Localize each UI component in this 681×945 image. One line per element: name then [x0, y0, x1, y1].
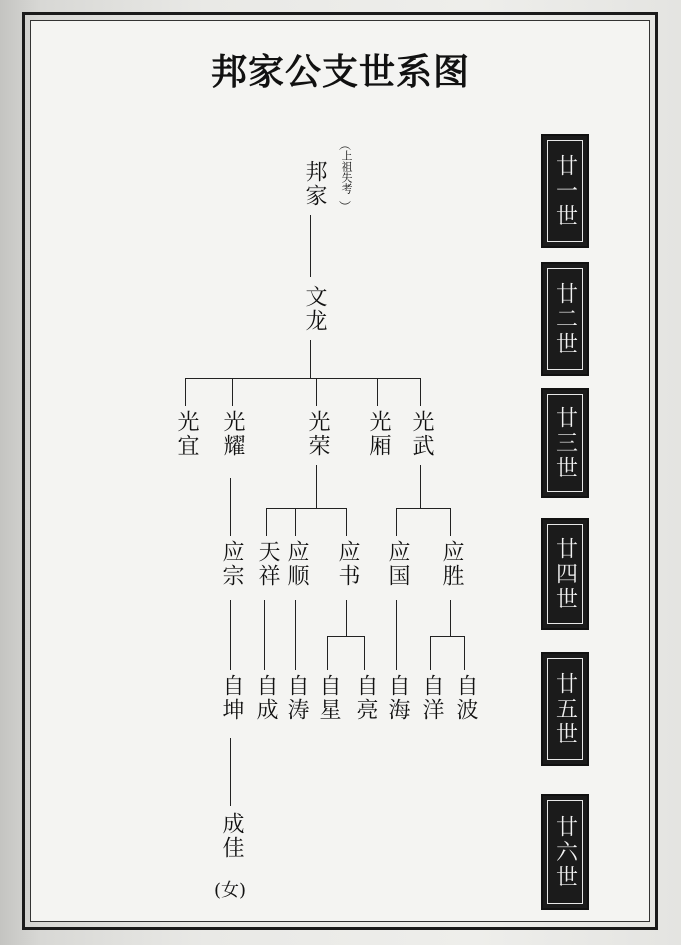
- gender-note: (女): [214, 880, 247, 901]
- connector-line: [420, 465, 421, 508]
- connector-line: [185, 378, 186, 406]
- root-note: 上祖失考: [340, 150, 353, 194]
- person-ziliang: 自亮: [353, 674, 378, 722]
- person-bangjia: 邦家: [302, 160, 327, 208]
- generation-label-25: 廿五世: [541, 652, 589, 766]
- person-wenlong: 文龙: [302, 285, 327, 333]
- connector-line: [310, 215, 311, 277]
- person-ziyang: 自洋: [419, 674, 444, 722]
- generation-label-22: 廿二世: [541, 262, 589, 376]
- person-chengjia: 成佳: [219, 812, 244, 860]
- connector-line: [230, 600, 231, 670]
- note-close-paren: ︶: [339, 200, 352, 214]
- branch-bar: [430, 636, 465, 637]
- connector-line: [316, 465, 317, 508]
- person-zitao: 自涛: [284, 674, 309, 722]
- connector-line: [295, 508, 296, 536]
- connector-line: [364, 636, 365, 670]
- connector-line: [232, 378, 233, 406]
- person-yingguo: 应国: [385, 540, 410, 588]
- generation-label-26: 廿六世: [541, 794, 589, 910]
- branch-bar: [327, 636, 365, 637]
- connector-line: [450, 508, 451, 536]
- branch-bar: [185, 378, 421, 379]
- branch-bar: [396, 508, 451, 509]
- person-zihai: 自海: [385, 674, 410, 722]
- person-zibo: 自波: [453, 674, 478, 722]
- generation-label-21: 廿一世: [541, 134, 589, 248]
- connector-line: [346, 600, 347, 636]
- person-zicheng: 自成: [253, 674, 278, 722]
- connector-line: [450, 600, 451, 636]
- connector-line: [316, 378, 317, 406]
- person-yingshun: 应顺: [284, 540, 309, 588]
- connector-line: [430, 636, 431, 670]
- connector-line: [264, 600, 265, 670]
- generation-label-24: 廿四世: [541, 518, 589, 630]
- page-title: 邦家公支世系图: [210, 52, 470, 93]
- note-open-paren: ︵: [339, 138, 352, 152]
- connector-line: [420, 378, 421, 406]
- person-yingshu: 应书: [335, 540, 360, 588]
- connector-line: [396, 508, 397, 536]
- connector-line: [310, 340, 311, 378]
- person-guangyao: 光耀: [220, 410, 245, 458]
- generation-label-23: 廿三世: [541, 388, 589, 498]
- person-guangwu: 光武: [409, 410, 434, 458]
- connector-line: [327, 636, 328, 670]
- person-zikun: 自坤: [219, 674, 244, 722]
- person-guangxiang: 光厢: [366, 410, 391, 458]
- person-zixing: 自星: [316, 674, 341, 722]
- connector-line: [346, 508, 347, 536]
- branch-bar: [266, 508, 347, 509]
- connector-line: [230, 738, 231, 806]
- connector-line: [377, 378, 378, 406]
- person-guangyi: 光宜: [174, 410, 199, 458]
- person-tianxiang: 天祥: [255, 540, 280, 588]
- person-yingsheng: 应胜: [439, 540, 464, 588]
- person-guangrong: 光荣: [305, 410, 330, 458]
- connector-line: [266, 508, 267, 536]
- connector-line: [396, 600, 397, 670]
- connector-line: [295, 600, 296, 670]
- connector-line: [230, 478, 231, 536]
- person-yingzong: 应宗: [219, 540, 244, 588]
- connector-line: [464, 636, 465, 670]
